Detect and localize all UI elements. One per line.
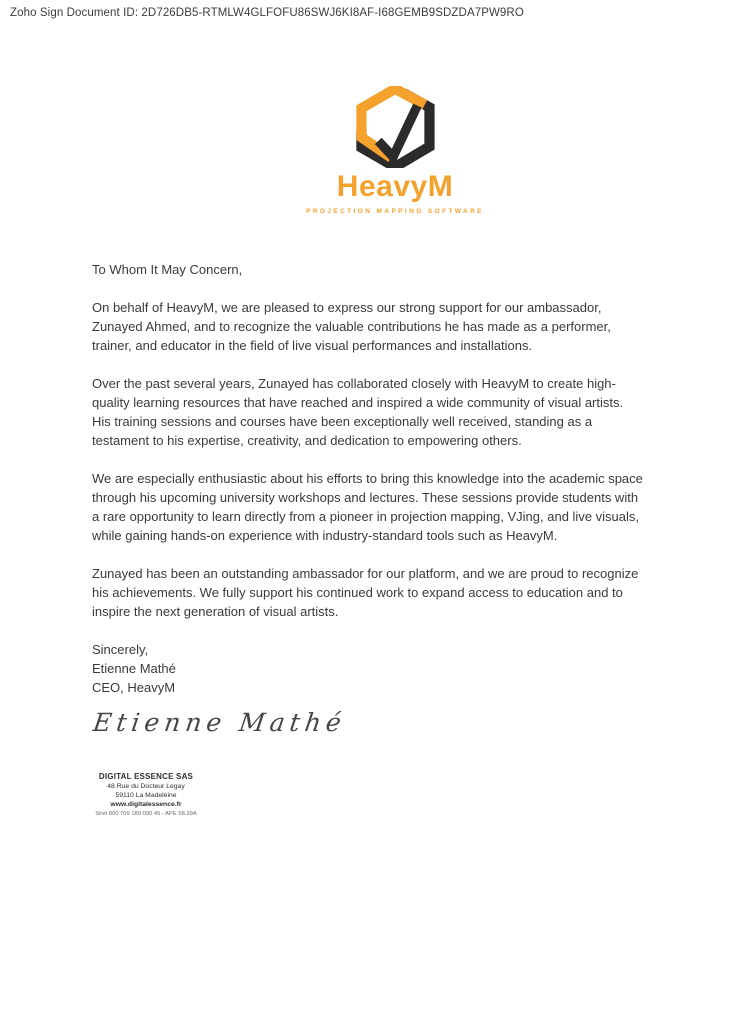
paragraph-2 [92, 374, 698, 450]
closing-signer-name: Etienne Mathé [92, 661, 176, 676]
paragraph-line: trainer, and educator in the field of live visual performances and installations. [92, 338, 533, 353]
paragraph-line: Zunayed has been an outstanding ambassador for our platform, and we are proud to recognize [92, 566, 639, 581]
paragraph-line: Over the past several years, Zunayed has collaborated closely with HeavyM to create high- [92, 376, 616, 391]
paragraph-line: We are especially enthusiastic about his efforts to bring this knowledge into the academic space [92, 471, 643, 486]
footer-address-line1: 48 Rue du Docteur Legay [107, 783, 185, 790]
letter-body [91, 260, 698, 737]
paragraph-line: through his upcoming university workshops and lectures. These sessions provide students with [92, 490, 639, 505]
heavym-hexagon-icon [346, 86, 444, 168]
closing-block [92, 640, 698, 697]
paragraph-line: his achievements. We fully support his continued work to expand access to education and to [92, 585, 623, 600]
paragraph-3 [92, 469, 698, 545]
paragraph-4 [92, 564, 698, 621]
paragraph-line: testament to his expertise, creativity, and dedication to empowering others. [92, 433, 522, 448]
brand-tagline: PROJECTION MAPPING SOFTWARE [306, 208, 484, 215]
paragraph-line: Zunayed Ahmed, and to recognize the valuable contributions he has made as a performer, [92, 319, 611, 334]
heavym-logo [92, 86, 698, 215]
paragraph-line: quality learning resources that have reached and inspired a wide community of visual artists. [92, 395, 624, 410]
paragraph-line: while gaining hands-on experience with industry-standard tools such as HeavyM. [92, 528, 558, 543]
handwritten-signature: Etienne Mathé [91, 708, 348, 737]
footer-company-name: DIGITAL ESSENCE SAS [98, 772, 194, 781]
paragraph-1 [92, 298, 698, 355]
paragraph-line: inspire the next generation of visual artists. [92, 604, 339, 619]
footer-website: www.digitalessence.fr [110, 801, 182, 808]
paragraph-line: On behalf of HeavyM, we are pleased to express our strong support for our ambassador, [92, 300, 602, 315]
closing-sincerely: Sincerely, [92, 642, 149, 657]
footer-registration: Siret 800 709 180 000 45 - APE 58.29A [95, 810, 197, 817]
paragraph-line: His training sessions and courses have been exceptionally well received, standing as a [92, 414, 593, 429]
closing-signer-title: CEO, HeavyM [92, 680, 176, 695]
brand-name: HeavyM [336, 170, 454, 203]
paragraph-line: a rare opportunity to learn directly from a pioneer in projection mapping, VJing, and live visuals, [92, 509, 640, 524]
footer-address-line2: 59110 La Madeleine [115, 792, 177, 799]
zoho-sign-document-id: Zoho Sign Document ID: 2D726DB5-RTMLW4GLFOFU86SWJ6KI8AF-I68GEMB9SDZDA7PW9RO [10, 7, 524, 19]
salutation: To Whom It May Concern, [92, 262, 243, 277]
company-footer [88, 772, 204, 817]
